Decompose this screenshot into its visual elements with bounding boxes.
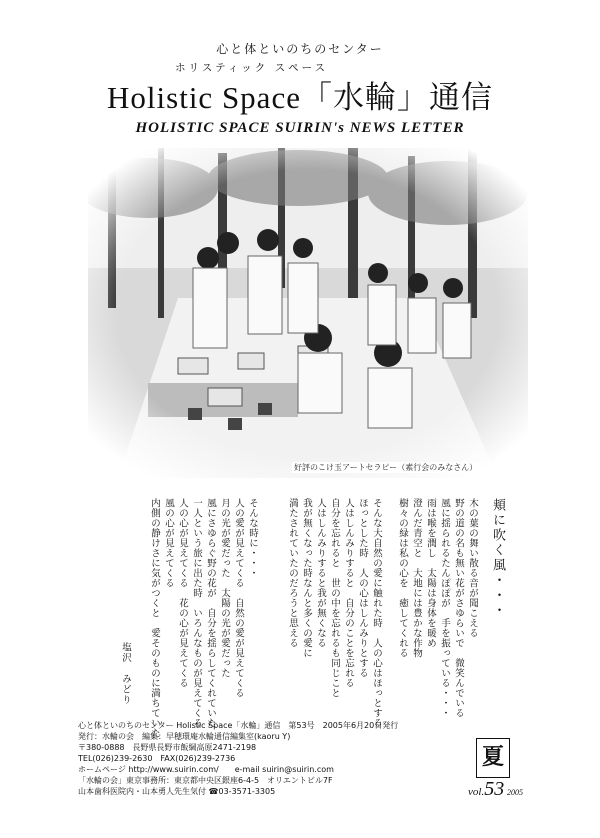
- volume-prefix: vol.: [468, 786, 485, 798]
- workshop-photo-illustration: [88, 148, 528, 478]
- newsletter-subtitle: HOLISTIC SPACE SUIRIN's NEWS LETTER: [135, 120, 465, 136]
- colophon: [78, 720, 448, 797]
- colophon-publisher-line: 発行：水輪の会 編集：早穂環庵水輪通信編集室(kaoru Y): [78, 732, 291, 741]
- newsletter-title: Holistic Space「水輪」通信: [107, 80, 493, 115]
- poem-line: 澄んだ青空と 大地には豊かな作物: [411, 498, 422, 658]
- poem-line: 人の心が見えてくる 花の心が見えてくる: [177, 498, 188, 688]
- poem-line: 満たされていたのだろうと思える: [287, 498, 298, 648]
- poem-line: 内側の静けさに気がつくと 愛そのものに満ちていた: [149, 498, 160, 738]
- poem-line: 人はしんみりすると我が無くなる: [315, 498, 326, 648]
- poem-line: 樹々の緑は私の心を 癒してくれる: [397, 498, 408, 658]
- header-tagline: 心と体といのちのセンター: [216, 42, 384, 56]
- poem-title: 頬に吹く風・・・: [490, 498, 505, 618]
- poem-line: 木の葉の舞い散る音が聞こえる: [467, 498, 478, 638]
- poem-line: そんな大自然の愛に触れた時 人の心はほっとする: [371, 498, 382, 728]
- poem-line: 風にさゆらぐ野の花が 自分を揺らしてくれていた: [205, 498, 216, 728]
- colophon-address-line: 〒380-0888 長野県長野市飯綱高原2471-2198: [78, 743, 257, 752]
- poem-line: ほっとした時 人の心はしんみりとする: [357, 498, 368, 678]
- poem-line: 我が無くなった時なんと多くの愛に: [301, 498, 312, 658]
- title-ruby: ホリスティック スペース: [175, 62, 329, 74]
- colophon-tokyo-contact-line: 山本歯科医院内・山本勇人先生気付 ☎03-3571-3305: [78, 787, 276, 796]
- season-badge: 夏: [476, 738, 510, 778]
- poem-line: 人の愛が見えてくる 自然の愛が見えてくる: [233, 498, 244, 698]
- cover-photo: [88, 148, 528, 478]
- poem-line: 風に揺られるたんぽぽが 手を振っている・・・: [439, 498, 450, 718]
- poem-author: 塩沢 みどり: [120, 642, 131, 705]
- colophon-web-line: ホームページ http://www.suirin.com/ e-mail suirin@suirin.com: [78, 765, 334, 774]
- poem-line: 自分を忘れると 世の中を忘れるも同じこと: [329, 498, 340, 698]
- poem-line: そんな時に・・・: [247, 498, 258, 578]
- volume-label: [468, 778, 523, 801]
- colophon-tokyo-office-line: 「水輪の会」東京事務所：東京都中央区銀座6-4-5 オリエントビル7F: [78, 776, 333, 785]
- poem-line: 人はしんみりすると 自分のことを忘れる: [343, 498, 354, 688]
- poem-line: 風の心が見えてくる: [163, 498, 174, 588]
- poem-line: 一人という旅に出た時 いろんなものが見えてくる: [191, 498, 202, 728]
- colophon-phone-line: TEL(026)239-2630 FAX(026)239-2736: [78, 754, 236, 763]
- colophon-issue-line: 心と体といのちのセンター Holistic Space「水輪」通信 第53号 2005年6月20日発行: [78, 721, 399, 730]
- photo-caption: 好評のこけ玉アートセラピー（素行会のみなさん）: [294, 463, 478, 472]
- poem-line: 月の光が愛だった 太陽の光が愛だった: [219, 498, 230, 678]
- poem-line: 雨は喉を潤し 太陽は身体を暖め: [425, 498, 436, 648]
- volume-year: 2005: [506, 788, 523, 797]
- poem-line: 野の道の名も無い花がさゆらいで 微笑んでいる: [453, 498, 464, 718]
- volume-number: 53: [484, 778, 505, 800]
